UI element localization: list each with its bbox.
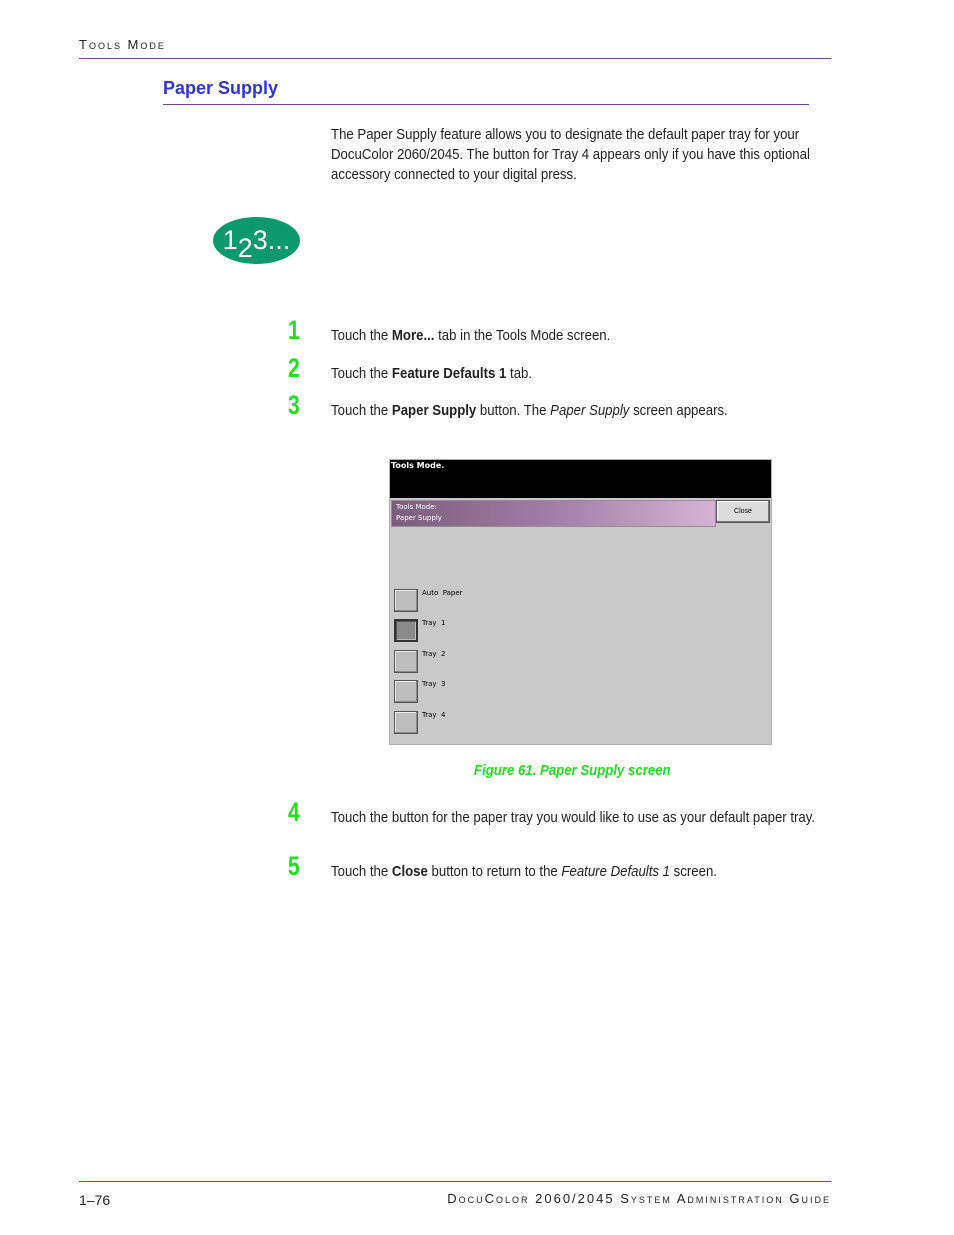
auto-paper-button[interactable] xyxy=(394,589,418,612)
step-number: 1 xyxy=(288,315,300,345)
badge-digit-1: 1 xyxy=(222,225,238,255)
tray-2-label: Tray 2 xyxy=(422,650,446,658)
screen-header-line2: Paper Supply xyxy=(396,514,442,522)
badge-digit-3: 3... xyxy=(252,225,291,255)
step-text: Touch the button for the paper tray you would like to use as your default paper tray. xyxy=(331,809,816,826)
footer-rule xyxy=(79,1181,831,1182)
page-number: 1–76 xyxy=(79,1192,111,1208)
auto-paper-label: Auto Paper xyxy=(422,589,463,597)
tray-4-button[interactable] xyxy=(394,711,418,734)
running-header: Tools Mode xyxy=(79,37,166,52)
running-footer: DocuColor 2060/2045 System Administration Guide xyxy=(447,1191,831,1206)
header-rule xyxy=(79,58,831,59)
screen-header-line1: Tools Mode: xyxy=(396,503,437,511)
section-rule xyxy=(163,104,809,105)
close-button[interactable]: Close xyxy=(716,500,770,523)
step-text: Touch the Paper Supply button. The Paper Supply screen appears. xyxy=(331,402,728,419)
figure-caption: Figure 61. Paper Supply screen xyxy=(474,762,671,779)
section-title: Paper Supply xyxy=(163,78,279,98)
badge-digit-2: 2 xyxy=(237,233,253,263)
step-text: Touch the Close button to return to the Feature Defaults 1 screen. xyxy=(331,863,717,880)
screen-title-bar xyxy=(390,460,771,498)
tray-4-label: Tray 4 xyxy=(422,711,446,719)
step-number: 2 xyxy=(288,353,300,383)
tray-2-button[interactable] xyxy=(394,650,418,673)
tray-3-label: Tray 3 xyxy=(422,680,446,688)
screen-header-bar xyxy=(391,500,716,527)
tray-1-button[interactable] xyxy=(394,619,418,642)
steps-badge-icon xyxy=(213,217,300,264)
paper-supply-screen xyxy=(389,459,772,745)
intro-paragraph: The Paper Supply feature allows you to designate the default paper tray for your DocuColor 2060/2045. The button for Tray 4 appears only if you have this optional accessory connected to your digital press. xyxy=(331,126,810,183)
tray-3-button[interactable] xyxy=(394,680,418,703)
step-number: 3 xyxy=(288,390,300,420)
step-number: 4 xyxy=(288,797,300,827)
tray-1-label: Tray 1 xyxy=(422,619,446,627)
step-text: Touch the More... tab in the Tools Mode screen. xyxy=(331,327,611,344)
step-text: Touch the Feature Defaults 1 tab. xyxy=(331,365,533,382)
screen-title: Tools Mode. xyxy=(391,461,445,470)
step-number: 5 xyxy=(288,851,300,881)
